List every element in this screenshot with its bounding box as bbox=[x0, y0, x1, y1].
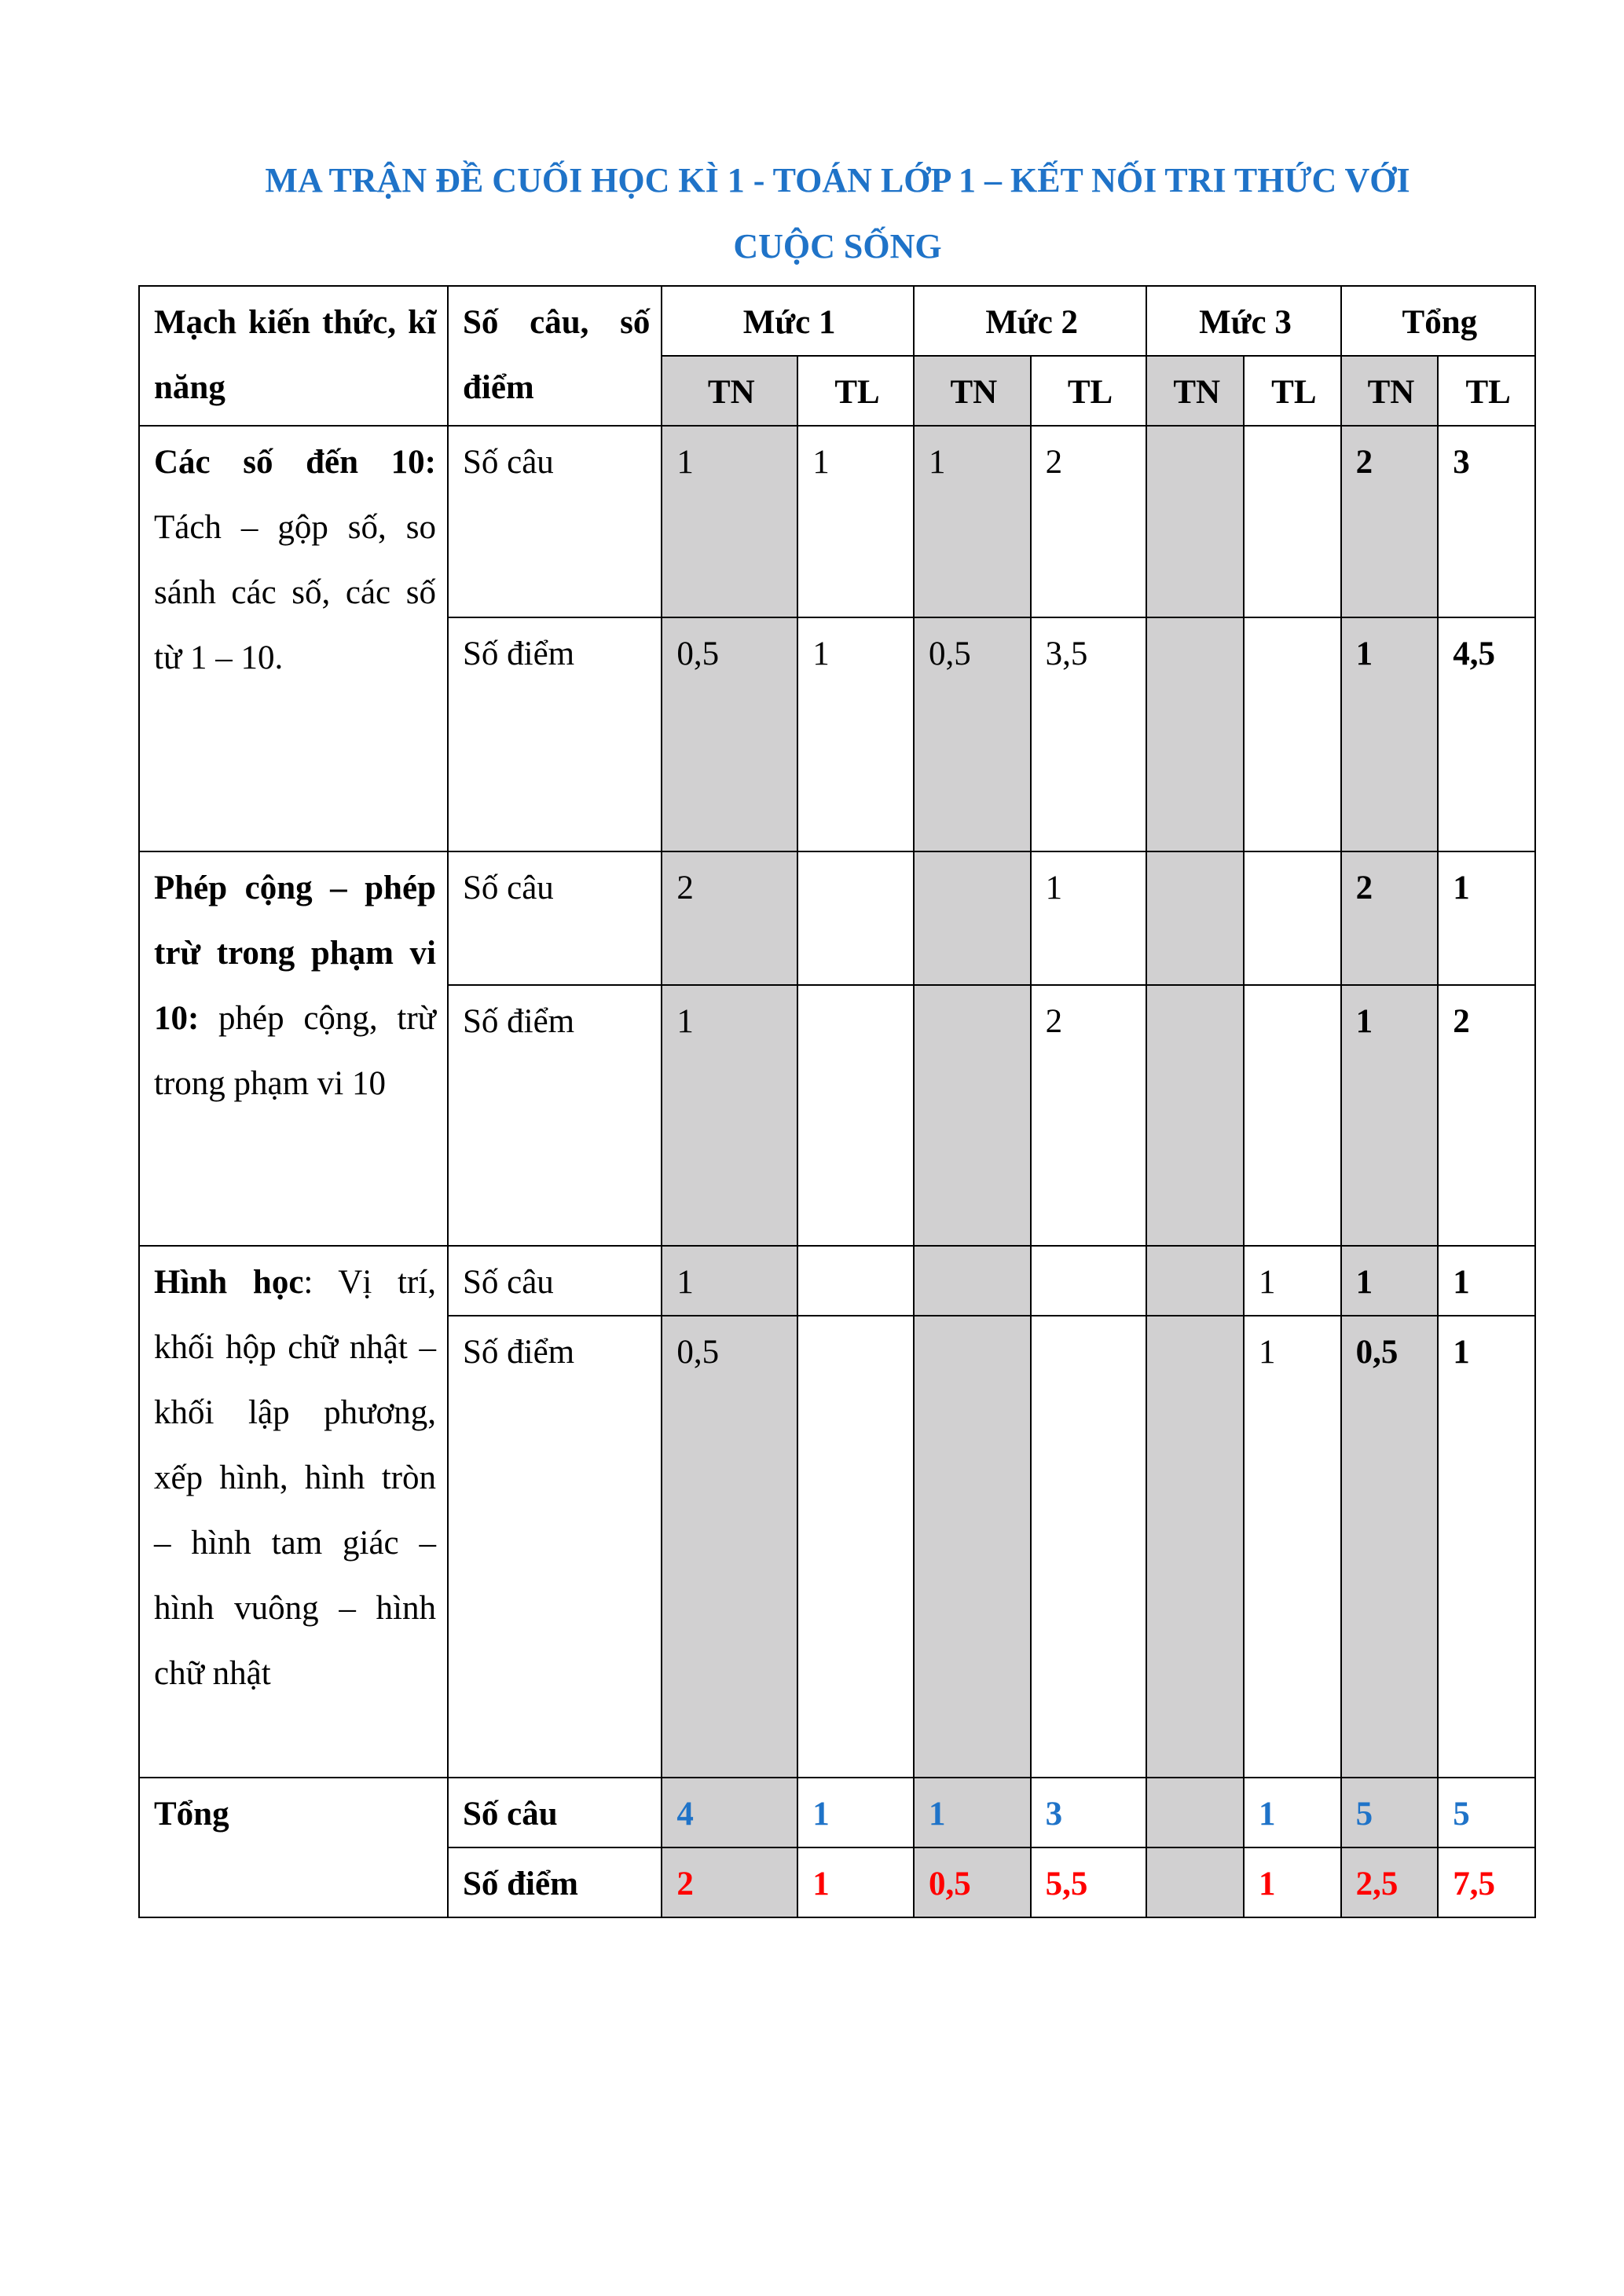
title-line-1: MA TRẬN ĐỀ CUỐI HỌC KÌ 1 - TOÁN LỚP 1 – KẾT NỐI TRI THỨC VỚI bbox=[265, 161, 1410, 200]
header-level-1: Mức 1 bbox=[662, 286, 914, 356]
cell-value: 1 bbox=[1244, 1246, 1341, 1316]
cell-value bbox=[914, 985, 1031, 1246]
cell-value bbox=[797, 1246, 914, 1316]
total-count-value: 1 bbox=[797, 1778, 914, 1847]
cell-value bbox=[1146, 851, 1244, 985]
cell-value bbox=[1146, 1246, 1244, 1316]
total-score-value: 7,5 bbox=[1438, 1847, 1535, 1917]
section-topic-heading: Phép cộng – phép trừ trong phạm vi 10: bbox=[154, 870, 436, 1037]
cell-total: 1 bbox=[1341, 1246, 1439, 1316]
section-topic-heading: Các số đến 10: bbox=[154, 444, 436, 481]
cell-value bbox=[914, 1246, 1031, 1316]
cell-value: 1 bbox=[914, 426, 1031, 617]
total-score-value: 1 bbox=[1244, 1847, 1341, 1917]
total-count-value: 5 bbox=[1341, 1778, 1439, 1847]
cell-value: 2 bbox=[1031, 985, 1147, 1246]
cell-total: 1 bbox=[1341, 617, 1439, 851]
header-total: Tổng bbox=[1341, 286, 1535, 356]
total-score-value: 2,5 bbox=[1341, 1847, 1439, 1917]
cell-value bbox=[1244, 617, 1341, 851]
cell-value: 1 bbox=[662, 1246, 797, 1316]
row-label-score: Số điểm bbox=[448, 617, 662, 851]
cell-total: 1 bbox=[1438, 1246, 1535, 1316]
cell-value: 1 bbox=[1244, 1316, 1341, 1778]
cell-value bbox=[1244, 985, 1341, 1246]
total-count-value: 5 bbox=[1438, 1778, 1535, 1847]
total-score-value: 1 bbox=[797, 1847, 914, 1917]
cell-value bbox=[1146, 1316, 1244, 1778]
header-row-1 bbox=[139, 286, 1535, 356]
total-score-value: 5,5 bbox=[1031, 1847, 1147, 1917]
row-label-count: Số câu bbox=[448, 1778, 662, 1847]
cell-total: 2 bbox=[1438, 985, 1535, 1246]
row-label-count: Số câu bbox=[448, 851, 662, 985]
cell-value: 1 bbox=[797, 426, 914, 617]
cell-value: 2 bbox=[1031, 426, 1147, 617]
title-line-2: CUỘC SỐNG bbox=[733, 227, 942, 265]
total-count-value: 4 bbox=[662, 1778, 797, 1847]
cell-value bbox=[914, 851, 1031, 985]
total-score-value: 2 bbox=[662, 1847, 797, 1917]
cell-value: 3,5 bbox=[1031, 617, 1147, 851]
cell-value bbox=[797, 1316, 914, 1778]
cell-value: 0,5 bbox=[662, 1316, 797, 1778]
row-label-count: Số câu bbox=[448, 1246, 662, 1316]
header-tn: TN bbox=[1146, 356, 1244, 426]
section-topic-heading: Hình học bbox=[154, 1264, 304, 1301]
section-3-topic bbox=[139, 1246, 448, 1778]
cell-total: 2 bbox=[1341, 426, 1439, 617]
header-tn: TN bbox=[1341, 356, 1439, 426]
row-label-score: Số điểm bbox=[448, 985, 662, 1246]
header-level-2: Mức 2 bbox=[914, 286, 1146, 356]
cell-value: 1 bbox=[662, 426, 797, 617]
cell-value bbox=[914, 1316, 1031, 1778]
header-tl: TL bbox=[1438, 356, 1535, 426]
section-3-count-row bbox=[139, 1246, 1535, 1316]
cell-value bbox=[797, 985, 914, 1246]
cell-value bbox=[1244, 426, 1341, 617]
row-label-score: Số điểm bbox=[448, 1316, 662, 1778]
cell-value: 1 bbox=[797, 617, 914, 851]
header-tl: TL bbox=[797, 356, 914, 426]
cell-total: 1 bbox=[1341, 985, 1439, 1246]
header-tn: TN bbox=[662, 356, 797, 426]
section-topic-detail: Tách – gộp số, so sánh các số, các số từ 1 – 10. bbox=[154, 509, 436, 676]
total-count-value: 3 bbox=[1031, 1778, 1147, 1847]
header-topic: Mạch kiến thức, kĩ năng bbox=[139, 286, 448, 426]
cell-value: 1 bbox=[662, 985, 797, 1246]
cell-total: 1 bbox=[1438, 851, 1535, 985]
cell-value bbox=[1146, 426, 1244, 617]
total-score-value bbox=[1146, 1847, 1244, 1917]
cell-value bbox=[797, 851, 914, 985]
section-1-topic bbox=[139, 426, 448, 851]
exam-matrix-table bbox=[138, 285, 1536, 1918]
total-count-value: 1 bbox=[1244, 1778, 1341, 1847]
section-1-count-row bbox=[139, 426, 1535, 617]
row-label-score: Số điểm bbox=[448, 1847, 662, 1917]
header-level-3: Mức 3 bbox=[1146, 286, 1340, 356]
total-count-value bbox=[1146, 1778, 1244, 1847]
cell-total: 4,5 bbox=[1438, 617, 1535, 851]
total-count-row bbox=[139, 1778, 1535, 1847]
cell-value bbox=[1244, 851, 1341, 985]
total-score-value: 0,5 bbox=[914, 1847, 1031, 1917]
section-topic-detail: : Vị trí, khối hộp chữ nhật – khối lập phương, xếp hình, hình tròn – hình tam giác – hình vuông – hình chữ nhật bbox=[154, 1264, 436, 1692]
cell-value: 1 bbox=[1031, 851, 1147, 985]
total-label: Tổng bbox=[139, 1778, 448, 1917]
cell-total: 1 bbox=[1438, 1316, 1535, 1778]
cell-total: 2 bbox=[1341, 851, 1439, 985]
cell-value: 0,5 bbox=[662, 617, 797, 851]
cell-total: 3 bbox=[1438, 426, 1535, 617]
cell-value: 2 bbox=[662, 851, 797, 985]
header-tl: TL bbox=[1031, 356, 1147, 426]
total-count-value: 1 bbox=[914, 1778, 1031, 1847]
section-2-topic bbox=[139, 851, 448, 1246]
section-topic-detail: phép cộng, trừ trong phạm vi 10 bbox=[154, 1000, 436, 1102]
cell-value bbox=[1146, 617, 1244, 851]
cell-value bbox=[1146, 985, 1244, 1246]
cell-value: 0,5 bbox=[914, 617, 1031, 851]
document-title bbox=[138, 148, 1537, 280]
header-type: Số câu, số điểm bbox=[448, 286, 662, 426]
row-label-count: Số câu bbox=[448, 426, 662, 617]
section-2-count-row bbox=[139, 851, 1535, 985]
header-tl: TL bbox=[1244, 356, 1341, 426]
cell-total: 0,5 bbox=[1341, 1316, 1439, 1778]
cell-value bbox=[1031, 1246, 1147, 1316]
cell-value bbox=[1031, 1316, 1147, 1778]
header-tn: TN bbox=[914, 356, 1031, 426]
